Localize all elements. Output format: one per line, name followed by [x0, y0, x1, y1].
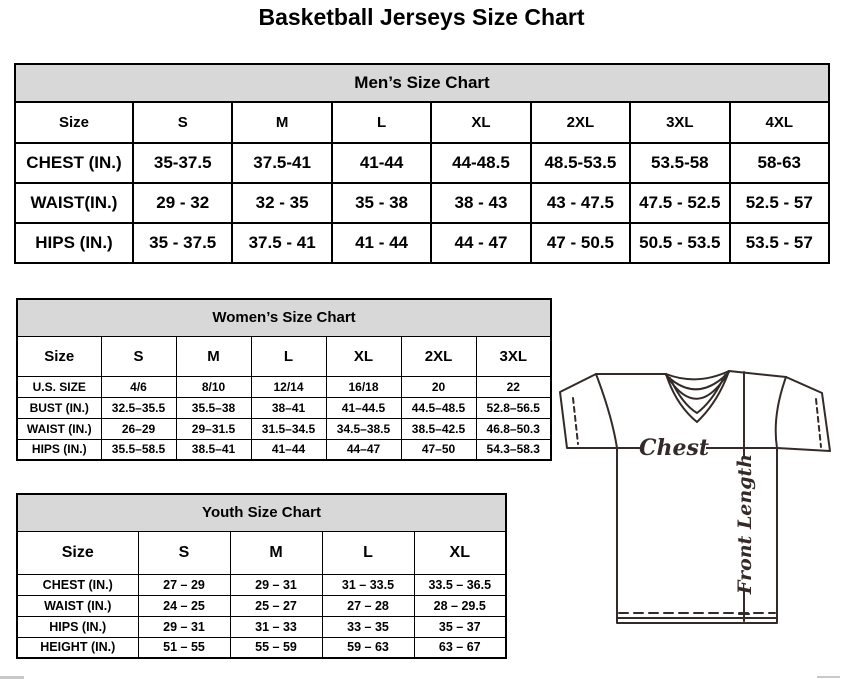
size-value-cell: 26–29 [101, 418, 176, 439]
size-value-cell: 38.5–41 [176, 439, 251, 460]
jersey-right-shoulder [729, 371, 786, 377]
table-row [17, 418, 551, 439]
size-value-cell: 29 – 31 [138, 616, 230, 637]
jersey-left-armhole [596, 374, 617, 448]
size-value-cell: 41-44 [332, 143, 431, 183]
size-value-cell: 35-37.5 [133, 143, 232, 183]
size-value-cell: 51 – 55 [138, 637, 230, 658]
row-label: WAIST (IN.) [17, 595, 138, 616]
column-header: XL [326, 336, 401, 376]
size-value-cell: 43 - 47.5 [531, 183, 630, 223]
size-value-cell: 38 - 43 [431, 183, 530, 223]
size-value-cell: 33 – 35 [322, 616, 414, 637]
jersey-collar-arc [666, 371, 729, 379]
size-value-cell: 31 – 33 [230, 616, 322, 637]
chest-label: Chest [638, 435, 710, 461]
table-row [17, 637, 506, 658]
size-value-cell: 52.5 - 57 [730, 183, 829, 223]
column-header: 2XL [401, 336, 476, 376]
size-value-cell: 54.3–58.3 [476, 439, 551, 460]
column-header: S [133, 102, 232, 143]
column-header: 2XL [531, 102, 630, 143]
table-row [17, 595, 506, 616]
size-value-cell: 32.5–35.5 [101, 397, 176, 418]
jersey-right-cuff-seam [816, 399, 821, 447]
column-header: 3XL [476, 336, 551, 376]
size-value-cell: 34.5–38.5 [326, 418, 401, 439]
size-value-cell: 47–50 [401, 439, 476, 460]
size-value-cell: 47.5 - 52.5 [630, 183, 729, 223]
youth-size-table [16, 493, 507, 659]
size-value-cell: 38–41 [251, 397, 326, 418]
jersey-right-sleeve [777, 377, 830, 451]
table-row [15, 143, 829, 183]
column-header: S [138, 531, 230, 574]
mens-size-table [14, 63, 830, 264]
row-label: HIPS (IN.) [17, 616, 138, 637]
column-header: M [176, 336, 251, 376]
size-value-cell: 32 - 35 [232, 183, 331, 223]
table-row [15, 223, 829, 263]
row-label: HIPS (IN.) [17, 439, 101, 460]
page-title: Basketball Jerseys Size Chart [258, 4, 585, 30]
size-value-cell: 29 – 31 [230, 574, 322, 595]
size-value-cell: 31.5–34.5 [251, 418, 326, 439]
size-value-cell: 50.5 - 53.5 [630, 223, 729, 263]
size-value-cell: 12/14 [251, 376, 326, 397]
column-header: M [230, 531, 322, 574]
size-value-cell: 41–44.5 [326, 397, 401, 418]
row-label: WAIST(IN.) [15, 183, 133, 223]
size-value-cell: 41 - 44 [332, 223, 431, 263]
front-length-label: Front Length [734, 453, 756, 595]
row-label: CHEST (IN.) [17, 574, 138, 595]
size-value-cell: 35 - 38 [332, 183, 431, 223]
jersey-measurement-diagram [556, 358, 843, 628]
scrollbar-fragment-right [817, 676, 840, 678]
size-value-cell: 27 – 29 [138, 574, 230, 595]
size-value-cell: 48.5-53.5 [531, 143, 630, 183]
jersey-left-cuff-seam [573, 398, 578, 444]
size-value-cell: 35 - 37.5 [133, 223, 232, 263]
table-row [17, 397, 551, 418]
size-value-cell: 28 – 29.5 [414, 595, 506, 616]
size-value-cell: 44.5–48.5 [401, 397, 476, 418]
size-value-cell: 22 [476, 376, 551, 397]
column-header-size: Size [17, 531, 138, 574]
column-header: S [101, 336, 176, 376]
table-title: Women’s Size Chart [17, 299, 551, 336]
size-value-cell: 44-48.5 [431, 143, 530, 183]
jersey-right-armhole [776, 377, 786, 448]
jersey-vneck-inner [670, 375, 725, 413]
size-value-cell: 46.8–50.3 [476, 418, 551, 439]
table-title: Youth Size Chart [17, 494, 506, 531]
column-header: 4XL [730, 102, 829, 143]
row-label: CHEST (IN.) [15, 143, 133, 183]
size-value-cell: 29 - 32 [133, 183, 232, 223]
size-value-cell: 4/6 [101, 376, 176, 397]
row-label: HEIGHT (IN.) [17, 637, 138, 658]
column-header: L [332, 102, 431, 143]
size-value-cell: 44 - 47 [431, 223, 530, 263]
column-header: L [251, 336, 326, 376]
jersey-icon [556, 358, 843, 628]
size-value-cell: 29–31.5 [176, 418, 251, 439]
column-header-size: Size [17, 336, 101, 376]
table-row [17, 574, 506, 595]
size-value-cell: 63 – 67 [414, 637, 506, 658]
size-value-cell: 52.8–56.5 [476, 397, 551, 418]
table-row [17, 439, 551, 460]
size-value-cell: 37.5-41 [232, 143, 331, 183]
table-row [15, 183, 829, 223]
size-value-cell: 44–47 [326, 439, 401, 460]
size-value-cell: 37.5 - 41 [232, 223, 331, 263]
column-header: 3XL [630, 102, 729, 143]
row-label: HIPS (IN.) [15, 223, 133, 263]
size-value-cell: 35.5–58.5 [101, 439, 176, 460]
size-value-cell: 35 – 37 [414, 616, 506, 637]
size-value-cell: 59 – 63 [322, 637, 414, 658]
size-value-cell: 33.5 – 36.5 [414, 574, 506, 595]
womens-size-table [16, 298, 552, 461]
size-value-cell: 58-63 [730, 143, 829, 183]
size-value-cell: 41–44 [251, 439, 326, 460]
size-value-cell: 55 – 59 [230, 637, 322, 658]
size-value-cell: 31 – 33.5 [322, 574, 414, 595]
size-value-cell: 53.5-58 [630, 143, 729, 183]
row-label: U.S. SIZE [17, 376, 101, 397]
column-header: L [322, 531, 414, 574]
row-label: BUST (IN.) [17, 397, 101, 418]
table-row [17, 376, 551, 397]
size-value-cell: 25 – 27 [230, 595, 322, 616]
size-value-cell: 27 – 28 [322, 595, 414, 616]
column-header-size: Size [15, 102, 133, 143]
column-header: M [232, 102, 331, 143]
table-title: Men’s Size Chart [15, 64, 829, 102]
size-value-cell: 53.5 - 57 [730, 223, 829, 263]
table-row [17, 616, 506, 637]
size-value-cell: 16/18 [326, 376, 401, 397]
column-header: XL [414, 531, 506, 574]
size-value-cell: 35.5–38 [176, 397, 251, 418]
column-header: XL [431, 102, 530, 143]
size-value-cell: 20 [401, 376, 476, 397]
size-value-cell: 24 – 25 [138, 595, 230, 616]
size-value-cell: 47 - 50.5 [531, 223, 630, 263]
row-label: WAIST (IN.) [17, 418, 101, 439]
size-value-cell: 38.5–42.5 [401, 418, 476, 439]
size-value-cell: 8/10 [176, 376, 251, 397]
